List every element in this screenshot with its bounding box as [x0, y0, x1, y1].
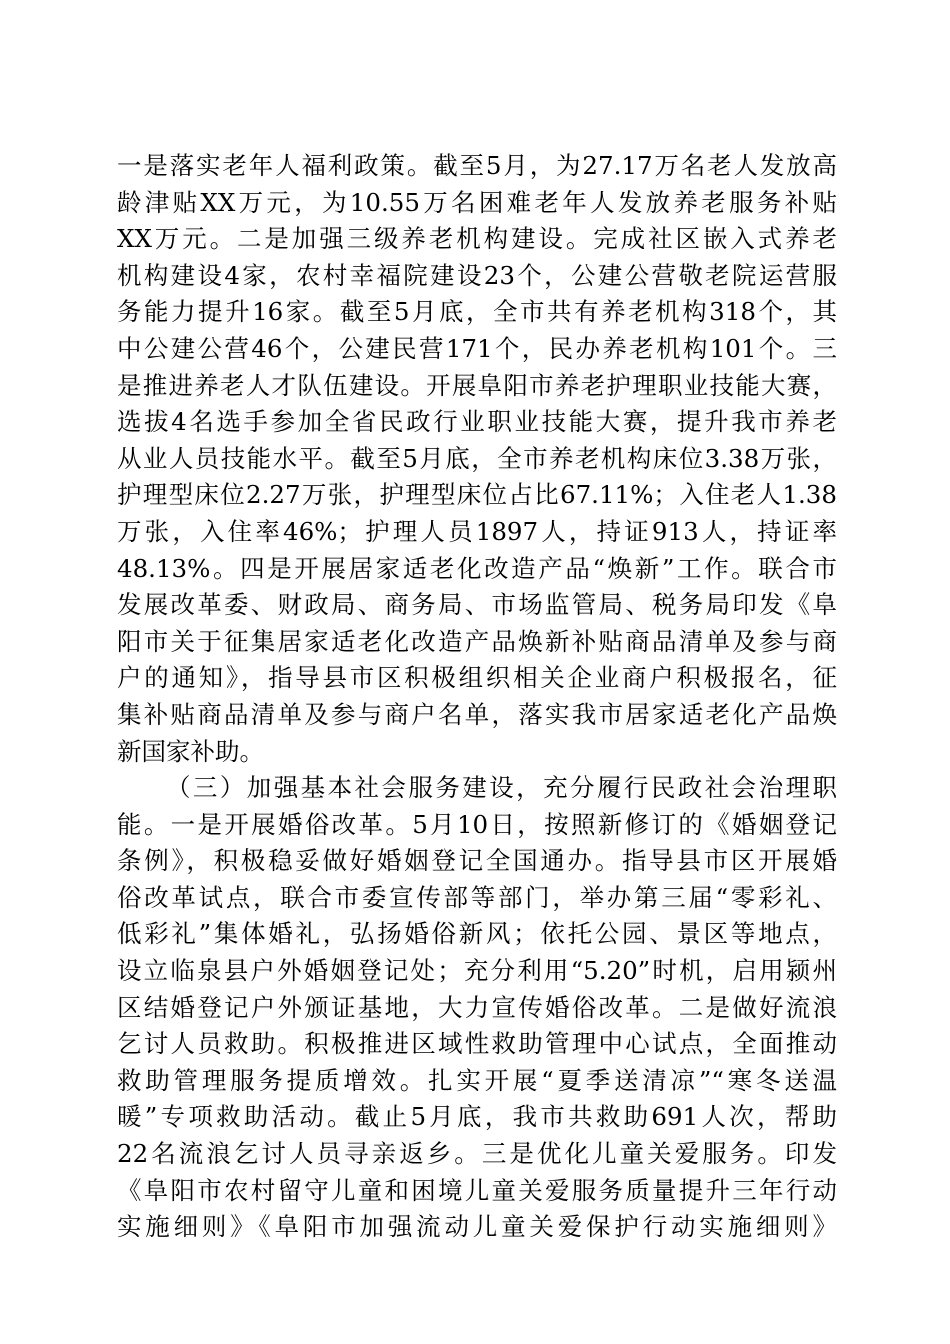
- text-line: 阳市关于征集居家适老化改造产品焕新补贴商品清单及参与商: [117, 626, 837, 656]
- text-line: 机构建设4家，农村幸福院建设23个，公建公营敬老院运营服: [117, 260, 837, 290]
- text-line: 设立临泉县户外婚姻登记处；充分利用“5.20”时机，启用颍州: [117, 956, 837, 986]
- text-line: 救助管理服务提质增效。扎实开展“夏季送清凉”“寒冬送温: [117, 1065, 837, 1095]
- text-line: 选拔4名选手参加全省民政行业职业技能大赛，提升我市养老: [117, 407, 837, 437]
- text-line: 《阜阳市农村留守儿童和困境儿童关爱服务质量提升三年行动: [117, 1175, 837, 1205]
- text-line: 区结婚登记户外颁证基地，大力宣传婚俗改革。二是做好流浪: [117, 992, 837, 1022]
- body-text: [117, 148, 837, 1246]
- text-line: 条例》，积极稳妥做好婚姻登记全国通办。指导县市区开展婚: [117, 846, 837, 876]
- text-line: 中公建公营46个，公建民营171个，民办养老机构101个。三: [117, 333, 837, 363]
- text-line: 22名流浪乞讨人员寻亲返乡。三是优化儿童关爱服务。印发: [117, 1139, 837, 1169]
- text-line: 从业人员技能水平。截至5月底，全市养老机构床位3.38万张，: [117, 443, 837, 473]
- text-line: 是推进养老人才队伍建设。开展阜阳市养老护理职业技能大赛，: [117, 370, 837, 400]
- paragraph-end-line: 新国家补助。: [117, 736, 264, 766]
- text-line: 48.13%。四是开展居家适老化改造产品“焕新”工作。联合市: [117, 553, 837, 583]
- text-line: 暖”专项救助活动。截止5月底，我市共救助691人次，帮助: [117, 1102, 837, 1132]
- text-line: 实施细则》《阜阳市加强流动儿童关爱保护行动实施细则》: [117, 1212, 837, 1242]
- text-line: 龄津贴XX万元，为10.55万名困难老年人发放养老服务补贴: [117, 187, 837, 217]
- text-line: 俗改革试点，联合市委宣传部等部门，举办第三届“零彩礼、: [117, 882, 837, 912]
- text-line: 低彩礼”集体婚礼，弘扬婚俗新风；依托公园、景区等地点，: [117, 919, 837, 949]
- text-line: 发展改革委、财政局、商务局、市场监管局、税务局印发《阜: [117, 590, 837, 620]
- section-heading-line: （三）加强基本社会服务建设，充分履行民政社会治理职: [166, 773, 837, 803]
- text-line: 户的通知》，指导县市区积极组织相关企业商户积极报名，征: [117, 663, 837, 693]
- text-line: 护理型床位2.27万张，护理型床位占比67.11%；入住老人1.38: [117, 480, 837, 510]
- text-line: 集补贴商品清单及参与商户名单，落实我市居家适老化产品焕: [117, 699, 837, 729]
- text-line: XX万元。二是加强三级养老机构建设。完成社区嵌入式养老: [117, 224, 837, 254]
- text-line: 能。一是开展婚俗改革。5月10日，按照新修订的《婚姻登记: [117, 809, 837, 839]
- text-line: 乞讨人员救助。积极推进区域性救助管理中心试点，全面推动: [117, 1029, 837, 1059]
- text-line: 务能力提升16家。截至5月底，全市共有养老机构318个，其: [117, 297, 837, 327]
- text-line: 万张，入住率46%；护理人员1897人，持证913人，持证率: [117, 516, 837, 546]
- text-line: 一是落实老年人福利政策。截至5月，为27.17万名老人发放高: [117, 151, 837, 180]
